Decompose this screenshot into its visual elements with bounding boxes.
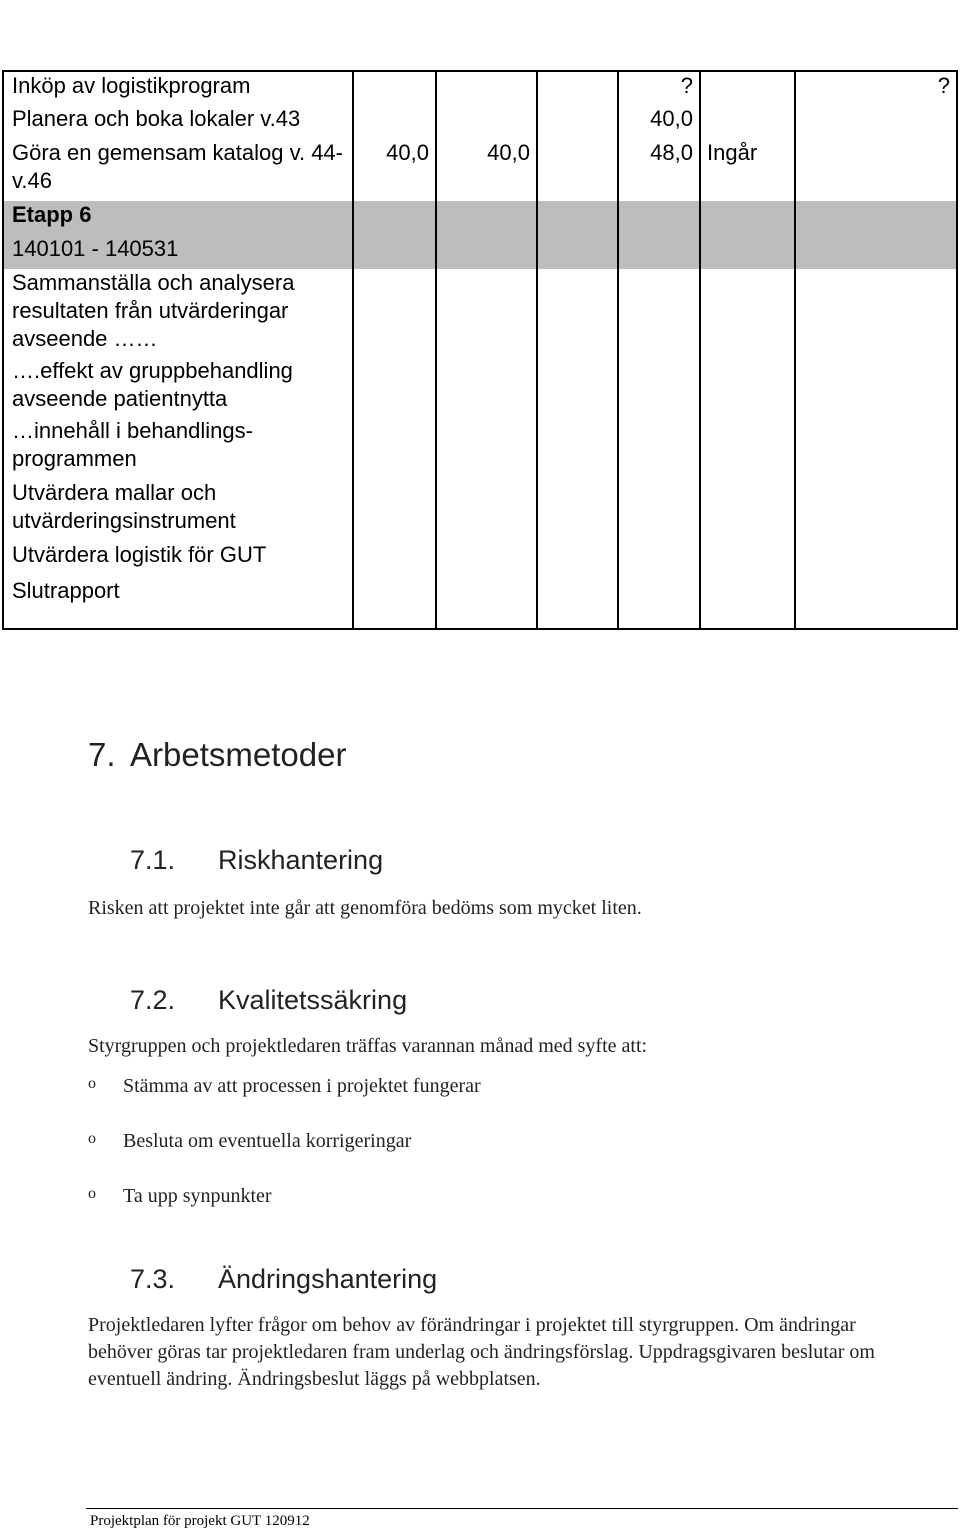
cell	[618, 479, 700, 541]
list-item-text: Besluta om eventuella korrigeringar	[123, 1130, 412, 1152]
cell	[795, 201, 957, 235]
list-item-text: Stämma av att processen i projektet fungerar	[123, 1075, 481, 1097]
cell	[436, 235, 537, 269]
cell	[537, 541, 618, 577]
table-row	[3, 71, 957, 105]
subsection-heading-change	[130, 1264, 437, 1295]
cell	[436, 357, 537, 417]
page-footer: Projektplan för projekt GUT 120912	[90, 1513, 310, 1529]
cell	[795, 269, 957, 357]
cell	[700, 269, 795, 357]
table-row	[3, 541, 957, 577]
bullet-icon: o	[88, 1185, 96, 1202]
cell	[537, 139, 618, 201]
table-row	[3, 417, 957, 479]
subsection-heading-quality	[130, 985, 407, 1016]
cell	[436, 541, 537, 577]
cell	[700, 201, 795, 235]
cell	[537, 417, 618, 479]
cell	[436, 71, 537, 105]
cell	[795, 479, 957, 541]
cell	[353, 71, 436, 105]
cell	[795, 235, 957, 269]
cell	[436, 201, 537, 235]
cell	[700, 479, 795, 541]
cell	[700, 417, 795, 479]
section-heading	[88, 736, 346, 774]
cell	[537, 235, 618, 269]
cell	[537, 357, 618, 417]
cell	[353, 201, 436, 235]
cell	[795, 417, 957, 479]
phase-dates: 140101 - 140531	[3, 235, 353, 269]
table-row	[3, 139, 957, 201]
table-row	[3, 235, 957, 269]
cell: 40,0	[436, 139, 537, 201]
task-cell: Utvärdera logistik för GUT	[3, 541, 353, 577]
task-cell: Sammanställa och analysera resultaten från utvärderingar avseende ……	[3, 269, 353, 357]
footer-divider	[86, 1508, 958, 1509]
task-cell: Utvärdera mallar och utvärderingsinstrument	[3, 479, 353, 541]
subsection-title: Ändringshantering	[218, 1264, 438, 1294]
list-item-text: Ta upp synpunkter	[123, 1185, 272, 1207]
cell: ?	[795, 71, 957, 105]
subsection-heading-risk	[130, 845, 383, 876]
table-row	[3, 357, 957, 417]
plan-table	[2, 70, 958, 630]
cell	[436, 417, 537, 479]
cell	[700, 235, 795, 269]
table-row	[3, 479, 957, 541]
cell: ?	[618, 71, 700, 105]
bullet-icon: o	[88, 1075, 96, 1092]
cell	[537, 479, 618, 541]
cell	[795, 577, 957, 629]
cell	[795, 105, 957, 139]
cell	[537, 269, 618, 357]
section-title: Arbetsmetoder	[130, 736, 347, 773]
cell	[537, 201, 618, 235]
cell	[700, 577, 795, 629]
task-cell: …innehåll i behandlings-programmen	[3, 417, 353, 479]
task-cell: Planera och boka lokaler v.43	[3, 105, 353, 139]
cell	[700, 71, 795, 105]
cell	[436, 105, 537, 139]
cell	[353, 479, 436, 541]
task-cell: Slutrapport	[3, 577, 353, 629]
cell	[618, 541, 700, 577]
subsection-number: 7.1.	[130, 845, 176, 875]
change-paragraph: Projektledaren lyfter frågor om behov av förändringar i projektet till styrgruppen. Om ändringar behöver göras tar projektledaren fram underlag och ändringsförslag. Uppdragsgivaren beslutar om eventuell ändring. Ändringsbeslut läggs på webbplatsen.	[88, 1314, 875, 1390]
cell	[537, 71, 618, 105]
cell	[353, 269, 436, 357]
cell: 48,0	[618, 139, 700, 201]
risk-paragraph: Risken att projektet inte går att genomföra bedöms som mycket liten.	[88, 897, 642, 919]
cell	[795, 139, 957, 201]
cell	[700, 357, 795, 417]
subsection-number: 7.3.	[130, 1264, 176, 1294]
cell	[353, 541, 436, 577]
task-cell: ….effekt av gruppbehandling avseende patientnytta	[3, 357, 353, 417]
quality-intro: Styrgruppen och projektledaren träffas varannan månad med syfte att:	[88, 1035, 648, 1057]
cell	[795, 357, 957, 417]
subsection-title: Riskhantering	[218, 845, 384, 875]
subsection-title: Kvalitetssäkring	[218, 985, 408, 1015]
table-row	[3, 577, 957, 629]
cell	[353, 235, 436, 269]
cell	[537, 105, 618, 139]
subsection-number: 7.2.	[130, 985, 176, 1015]
cell	[618, 235, 700, 269]
cell: Ingår	[700, 139, 795, 201]
section-number: 7.	[88, 736, 116, 773]
cell	[700, 541, 795, 577]
table-row	[3, 201, 957, 235]
list-item	[88, 1185, 272, 1208]
cell	[700, 105, 795, 139]
phase-title: Etapp 6	[3, 201, 353, 235]
cell	[618, 269, 700, 357]
cell	[537, 577, 618, 629]
cell	[353, 577, 436, 629]
cell: 40,0	[353, 139, 436, 201]
list-item	[88, 1075, 481, 1098]
cell	[618, 417, 700, 479]
task-cell: Göra en gemensam katalog v. 44-v.46	[3, 139, 353, 201]
cell	[353, 417, 436, 479]
cell	[618, 577, 700, 629]
cell	[795, 541, 957, 577]
cell	[436, 577, 537, 629]
cell	[618, 201, 700, 235]
cell	[436, 269, 537, 357]
cell	[436, 479, 537, 541]
cell: 40,0	[618, 105, 700, 139]
bullet-icon: o	[88, 1130, 96, 1147]
task-cell: Inköp av logistikprogram	[3, 71, 353, 105]
cell	[353, 357, 436, 417]
table-row	[3, 105, 957, 139]
list-item	[88, 1130, 411, 1153]
cell	[353, 105, 436, 139]
cell	[618, 357, 700, 417]
table-row	[3, 269, 957, 357]
